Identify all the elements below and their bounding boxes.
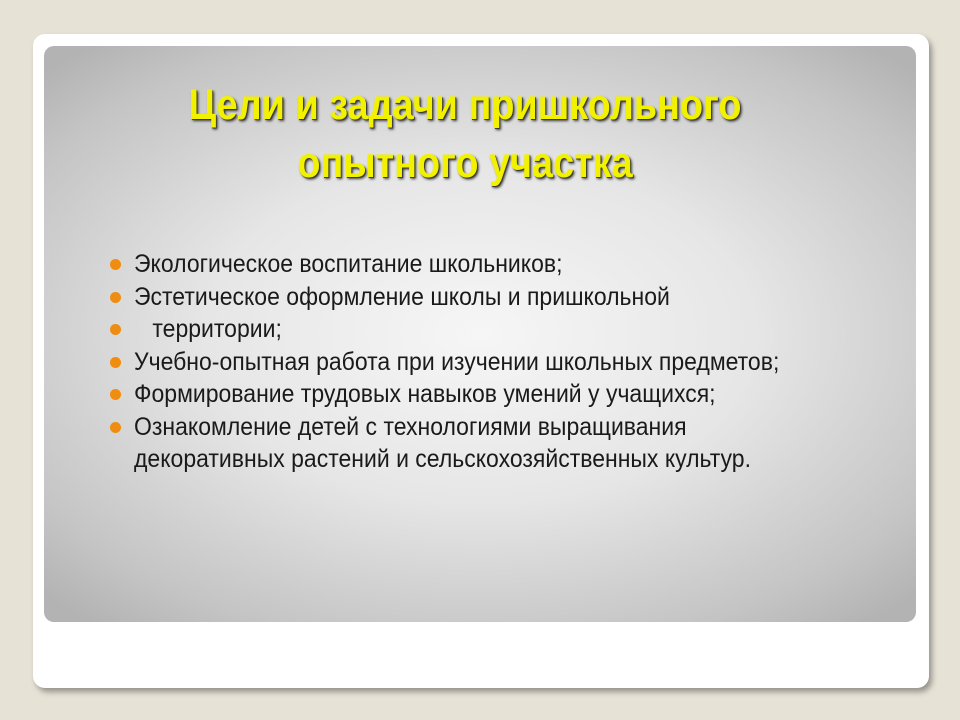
bullet-dot-icon	[110, 292, 121, 303]
bullet-dot-icon	[110, 389, 121, 400]
bullet-dot-icon	[110, 422, 121, 433]
bullet-text: Экологическое воспитание школьников;	[134, 250, 563, 278]
bullet-item-continuation	[102, 443, 892, 476]
bullet-list	[102, 248, 892, 476]
bullet-item	[102, 411, 892, 444]
bullet-text: территории;	[152, 315, 282, 343]
bullet-text: декоративных растений и сельскохозяйственных культур.	[134, 445, 751, 473]
bullet-text: Учебно-опытная работа при изучении школьных предметов;	[134, 347, 780, 376]
bullet-dot-icon	[110, 324, 121, 335]
bullet-dot-icon	[110, 357, 121, 368]
slide-title: Цели и задачи пришкольного опытного участка	[188, 81, 742, 187]
bullet-item	[102, 248, 892, 281]
bullet-item	[102, 281, 892, 314]
bullet-text: Формирование трудовых навыков умений у учащихся;	[134, 380, 716, 408]
bullet-text: Эстетическое оформление школы и пришкольной	[134, 282, 670, 311]
bullet-item	[102, 378, 892, 411]
bullet-item	[102, 346, 892, 379]
bullet-text: Ознакомление детей с технологиями выращивания	[134, 412, 687, 441]
bullet-item	[102, 313, 892, 346]
bullet-dot-icon	[110, 259, 121, 270]
